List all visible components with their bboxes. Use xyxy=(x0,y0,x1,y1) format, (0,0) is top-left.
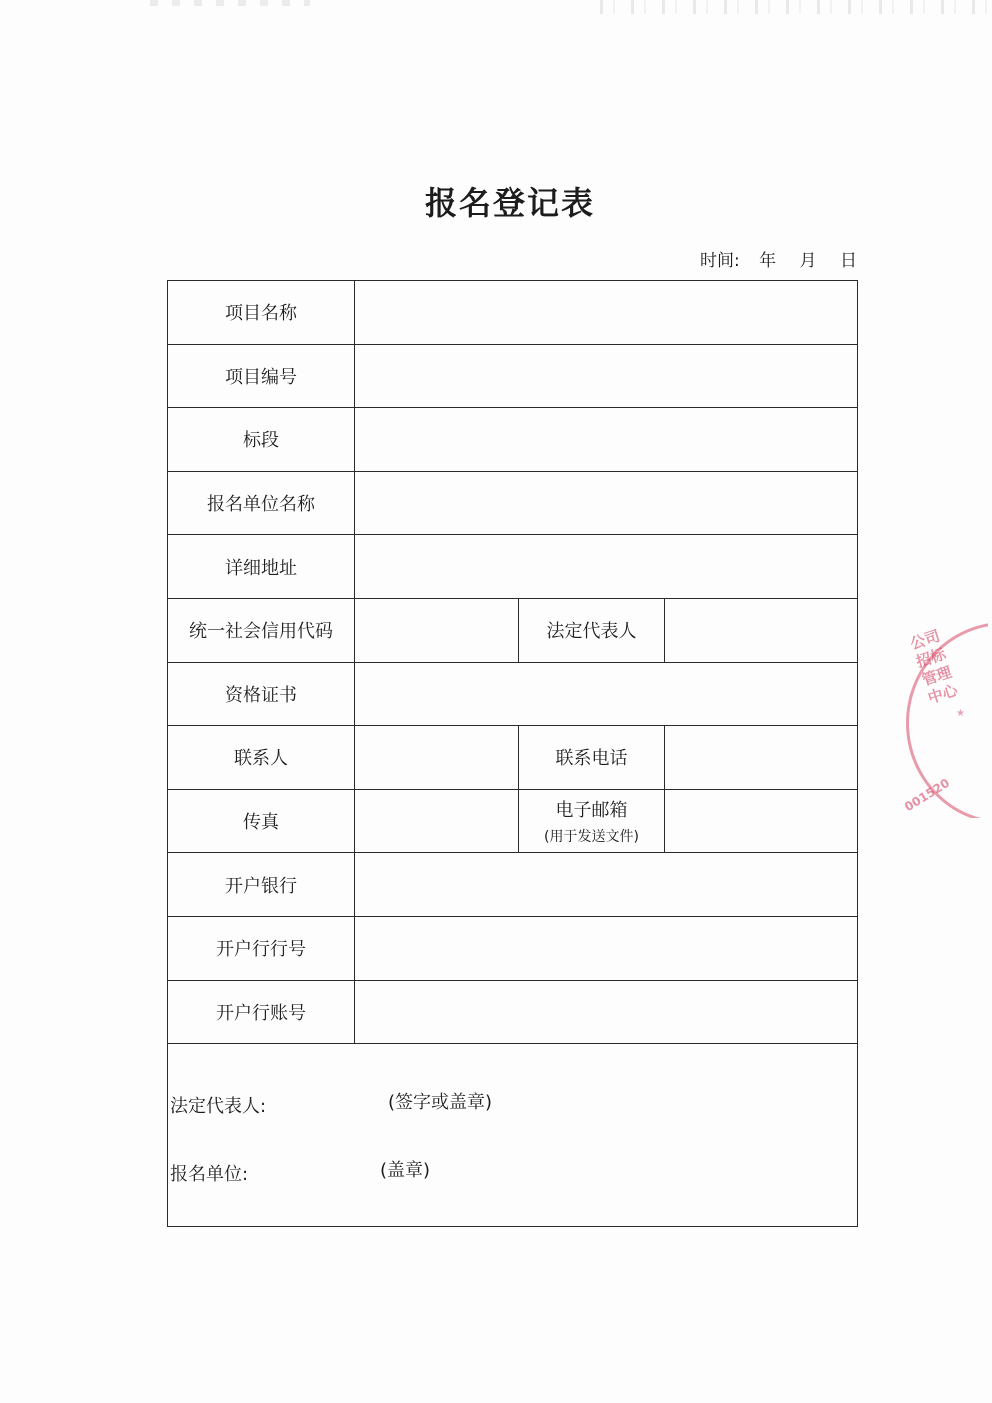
unit-seal-label: 报名单位: xyxy=(170,1164,249,1186)
legal-rep-signature-line xyxy=(170,1092,493,1118)
field-bank-code[interactable] xyxy=(355,916,858,980)
signature-row xyxy=(168,1044,858,1227)
table-row xyxy=(168,535,858,599)
field-bank[interactable] xyxy=(355,853,858,917)
unit-seal-line xyxy=(170,1160,431,1186)
field-applicant-name[interactable] xyxy=(355,471,858,535)
label-phone: 联系电话 xyxy=(519,726,665,790)
date-line xyxy=(700,246,857,271)
label-email xyxy=(519,789,665,853)
legal-rep-signature-label: 法定代表人: xyxy=(170,1096,267,1118)
field-address[interactable] xyxy=(355,535,858,599)
label-contact: 联系人 xyxy=(168,726,355,790)
field-qualification[interactable] xyxy=(355,662,858,726)
label-address: 详细地址 xyxy=(168,535,355,599)
field-bank-account[interactable] xyxy=(355,980,858,1044)
date-label: 时间: xyxy=(700,251,740,271)
date-year-unit[interactable]: 年 xyxy=(759,251,777,271)
label-legal-rep: 法定代表人 xyxy=(519,598,665,662)
table-row xyxy=(168,408,858,472)
table-row xyxy=(168,726,858,790)
table-row xyxy=(168,916,858,980)
label-project-name: 项目名称 xyxy=(168,281,355,345)
field-section[interactable] xyxy=(355,408,858,472)
label-email-text: 电子邮箱 xyxy=(555,800,628,822)
table-row xyxy=(168,662,858,726)
table-row xyxy=(168,853,858,917)
label-qualification: 资格证书 xyxy=(168,662,355,726)
field-credit-code[interactable] xyxy=(355,598,519,662)
seal-text: 公司招标管理中心 xyxy=(908,626,960,708)
signature-area[interactable] xyxy=(168,1044,858,1227)
table-row xyxy=(168,980,858,1044)
label-bank-code: 开户行行号 xyxy=(168,916,355,980)
table-row xyxy=(168,598,858,662)
legal-rep-signature-hint: (签字或盖章) xyxy=(388,1092,493,1114)
label-bank: 开户银行 xyxy=(168,853,355,917)
field-fax[interactable] xyxy=(355,789,519,853)
field-legal-rep[interactable] xyxy=(665,598,858,662)
table-row xyxy=(168,344,858,408)
label-section: 标段 xyxy=(168,408,355,472)
registration-table xyxy=(167,280,858,1227)
field-project-number[interactable] xyxy=(355,344,858,408)
form-title: 报名登记表 xyxy=(424,184,595,222)
table-row xyxy=(168,471,858,535)
date-day-unit[interactable]: 日 xyxy=(839,251,857,271)
label-fax: 传真 xyxy=(168,789,355,853)
label-bank-account: 开户行账号 xyxy=(168,980,355,1044)
field-phone[interactable] xyxy=(665,726,858,790)
field-email[interactable] xyxy=(665,789,858,853)
seal-star-icon: ★ xyxy=(956,708,965,719)
label-project-number: 项目编号 xyxy=(168,344,355,408)
table-row xyxy=(168,789,858,853)
unit-seal-hint: (盖章) xyxy=(380,1160,431,1182)
field-contact[interactable] xyxy=(355,726,519,790)
scan-artifact-top xyxy=(600,0,992,14)
company-seal-stamp xyxy=(896,622,988,818)
table-row xyxy=(168,281,858,345)
scan-artifact-top-left xyxy=(150,0,310,6)
seal-code: 001520 xyxy=(902,775,953,815)
field-project-name[interactable] xyxy=(355,281,858,345)
label-email-note: (用于发送文件) xyxy=(544,829,639,846)
label-applicant-name: 报名单位名称 xyxy=(168,471,355,535)
date-month-unit[interactable]: 月 xyxy=(799,251,817,271)
label-credit-code: 统一社会信用代码 xyxy=(168,598,355,662)
